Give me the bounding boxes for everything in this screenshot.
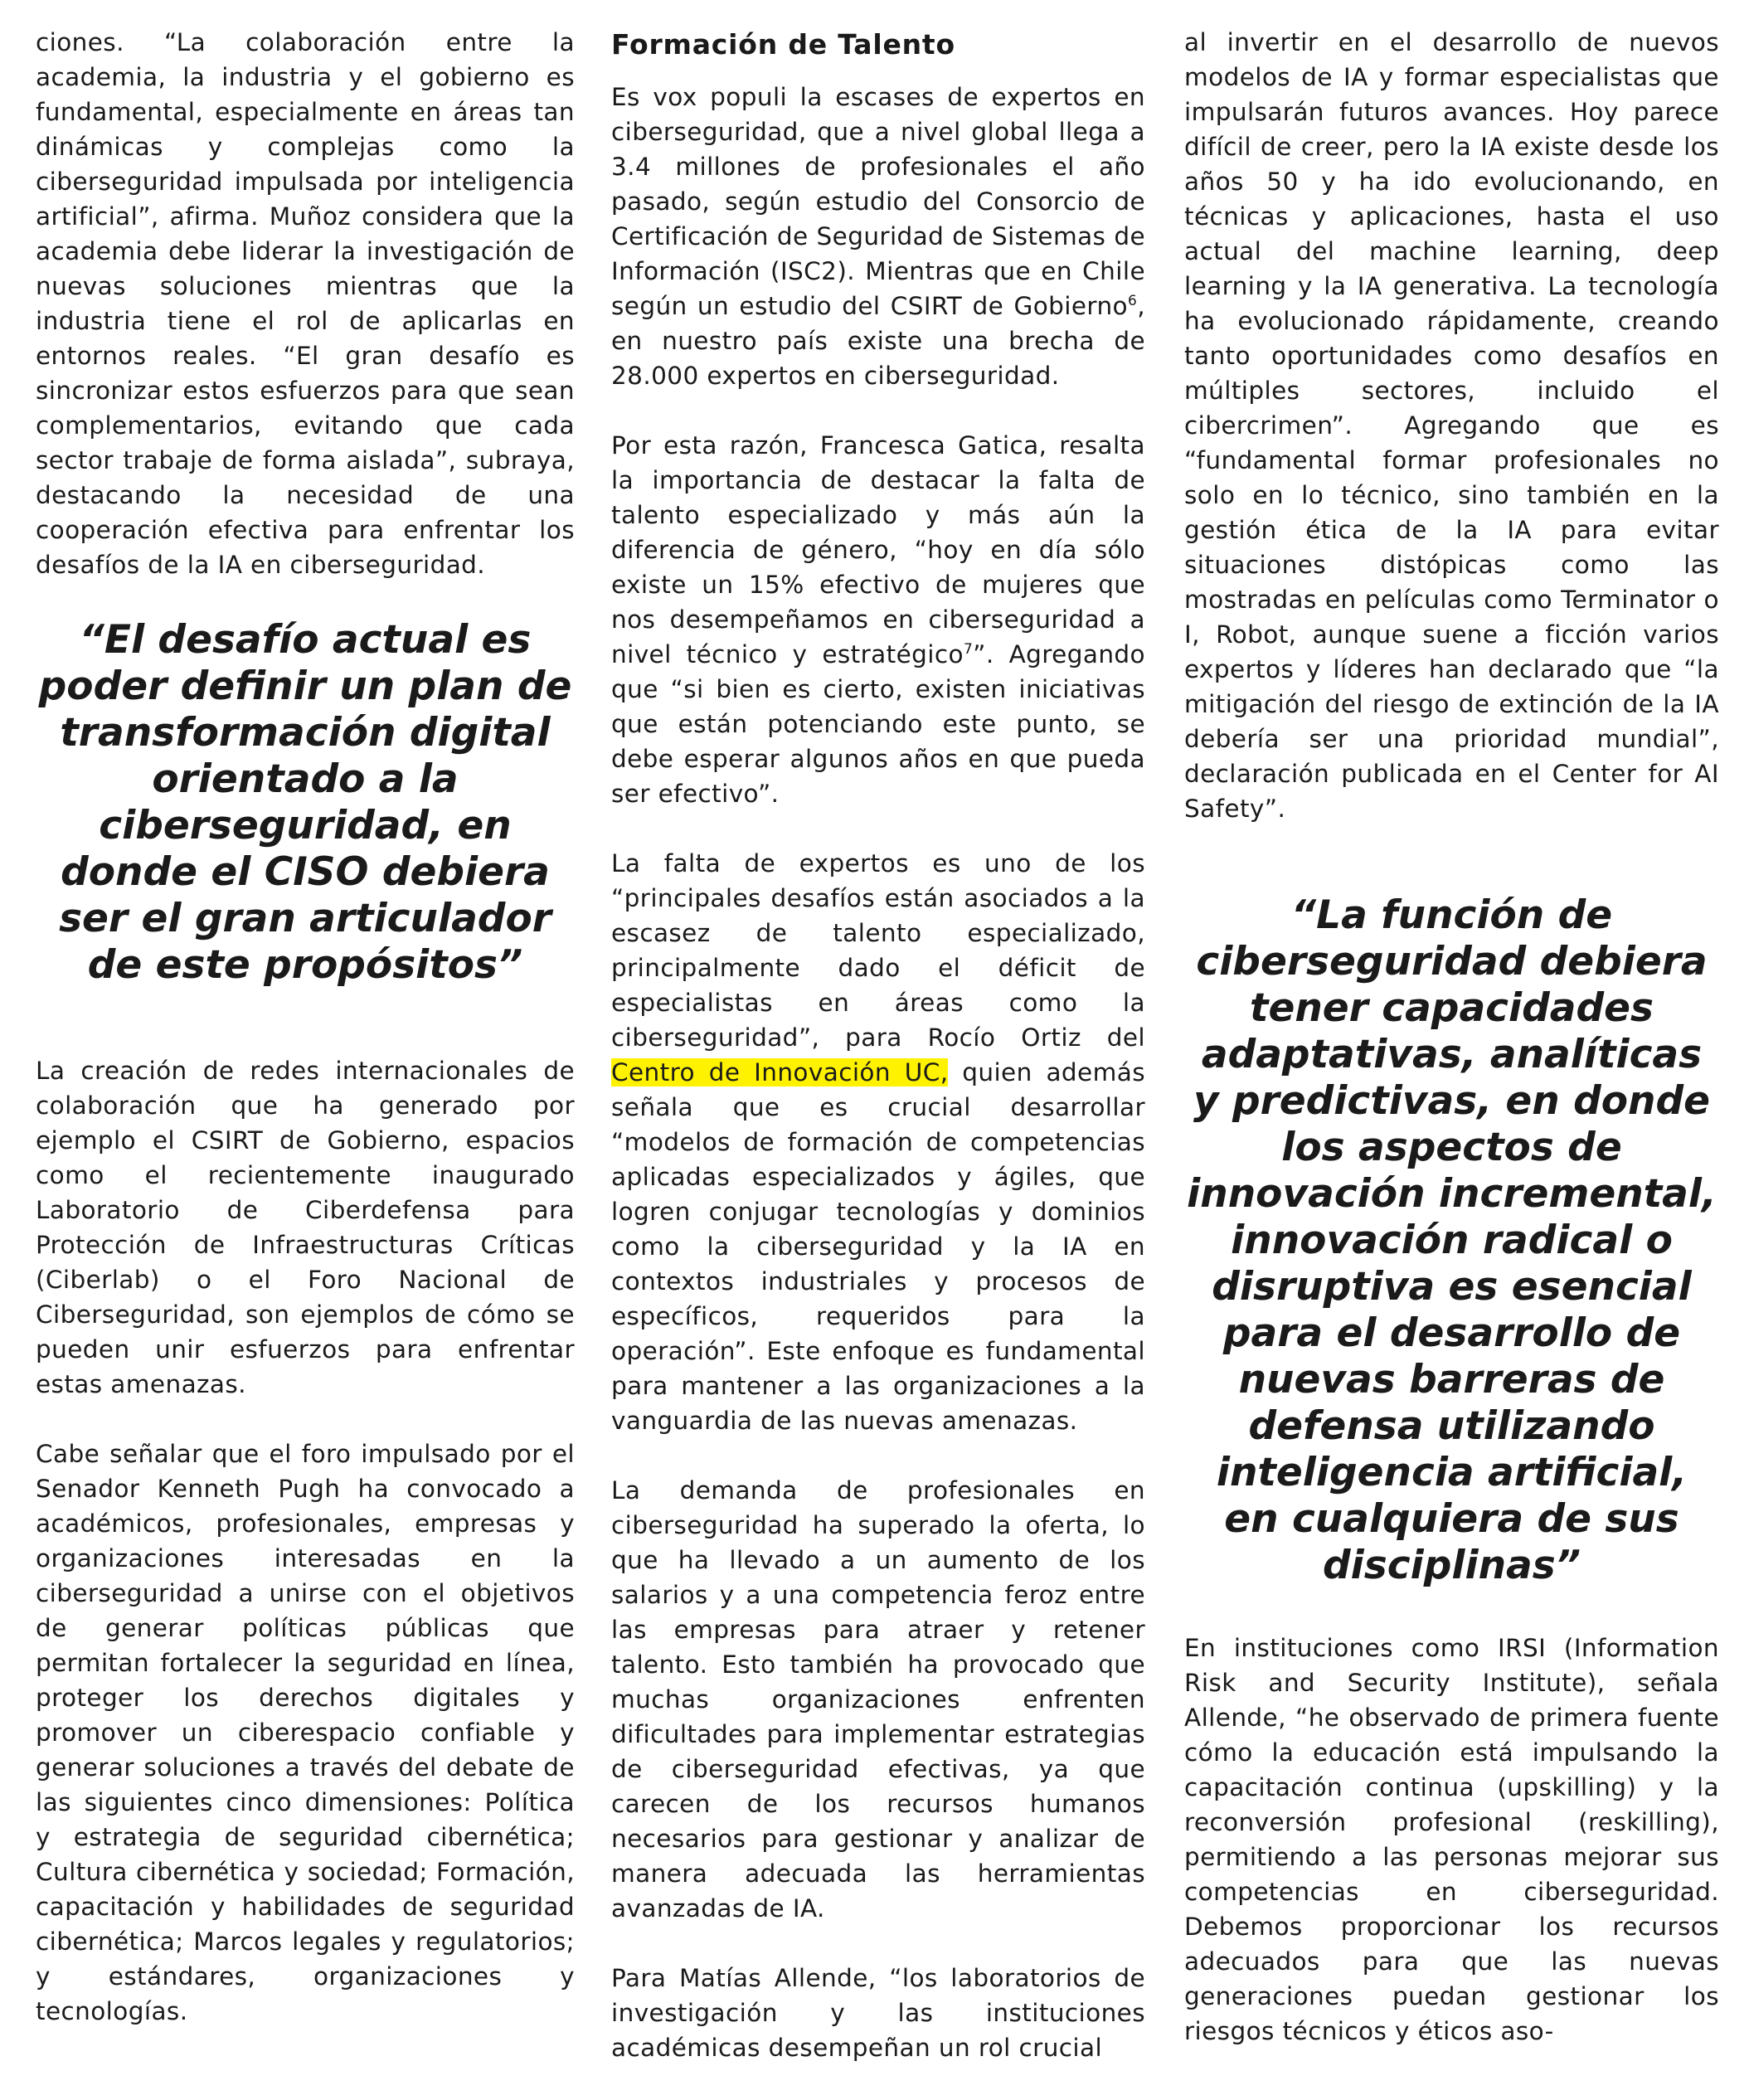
pull-quote: “La función de ciberseguridad debiera tener capacidades adaptativas, analíticas y predictivas, en donde los aspectos de innovación incremental, innovación radical o disruptiva es esencial para el desarrollo de nuevas barreras de defensa utilizando inteligencia artificial, en cualquiera de sus disciplinas” <box>1187 892 1717 1588</box>
body-paragraph: Cabe señalar que el foro impulsado por el Senador Kenneth Pugh ha convocado a académicos, profesionales, empresas y organizaciones interesadas en la ciberseguridad a unirse con el objetivos de generar políticas públicas que permitan fortalecer la seguridad en línea, proteger los derechos digitales y promover un ciberespacio confiable y generar soluciones a través del debate de las siguientes cinco dimensiones: Política y estrategia de seguridad cibernética; Cultura cibernética y sociedad; Formación, capacitación y habilidades de seguridad cibernética; Marcos legales y regulatorios; y estándares, organizaciones y tecnologías. <box>36 1440 575 2025</box>
body-paragraph: ciones. “La colaboración entre la academia, la industria y el gobierno es fundamental, especialmente en áreas tan dinámicas y complejas como la ciberseguridad impulsada por inteligencia artificial”, afirma. Muñoz considera que la academia debe liderar la investigación de nuevas soluciones mientras que la industria tiene el rol de aplicarlas en entornos reales. “El gran desafío es sincronizar estos esfuerzos para que sean complementarios, evitando que cada sector trabaje de forma aislada”, subraya, destacando la necesidad de una cooperación efectiva para enfrentar los desafíos de la IA en ciberseguridad. <box>36 28 575 579</box>
column-right <box>1184 25 1719 2083</box>
paragraph-text: ”. Agregando que “si bien es cierto, existen iniciativas que están potenciando este punto, se debe esperar algunos años en que pueda ser efectivo”. <box>611 640 1145 808</box>
paragraph-text: quien además señala que es crucial desarrollar “modelos de formación de competencias aplicadas especializados y ágiles, que logren conjugar tecnologías y dominios como la ciberseguridad y la IA en contextos industriales y procesos de específicos, requeridos para la operación”. Este enfoque es fundamental para mantener a las organizaciones a la vanguardia de las nuevas amenazas. <box>611 1058 1145 1435</box>
body-paragraph: Para Matías Allende, “los laboratorios de investigación y las instituciones académicas desempeñan un rol crucial <box>611 1964 1145 2062</box>
column-middle <box>611 25 1145 2100</box>
body-paragraph <box>611 428 1145 811</box>
footnote-ref: 7 <box>963 641 974 659</box>
body-paragraph <box>611 846 1145 1438</box>
column-left <box>36 25 575 2064</box>
body-paragraph: En instituciones como IRSI (Information Risk and Security Institute), señala Allende, “he observado de primera fuente cómo la educación está impulsando la capacitación continua (upskilling) y la reconversión profesional (reskilling), permitiendo a las personas mejorar sus competencias en ciberseguridad. Debemos proporcionar los recursos adecuados para que las nuevas generaciones puedan gestionar los riesgos técnicos y éticos aso- <box>1184 1634 1719 2045</box>
body-paragraph: La creación de redes internacionales de colaboración que ha generado por ejemplo el CSIRT de Gobierno, espacios como el recientemente inaugurado Laboratorio de Ciberdefensa para Protección de Infraestructuras Críticas (Ciberlab) o el Foro Nacional de Ciberseguridad, son ejemplos de cómo se pueden unir esfuerzos para enfrentar estas amenazas. <box>36 1057 575 1398</box>
paragraph-text: Es vox populi la escases de expertos en ciberseguridad, que a nivel global llega a 3.4 millones de profesionales el año pasado, según estudio del Consorcio de Certificación de Seguridad de Sistemas de Información (ISC2). Mientras que en Chile según un estudio del CSIRT de Gobierno <box>611 83 1145 320</box>
highlighted-text: Centro de Innovación UC, <box>611 1058 949 1086</box>
paragraph-text: Por esta razón, Francesca Gatica, resalta la importancia de destacar la falta de talento especializado y más aún la diferencia de género, “hoy en día sólo existe un 15% efectivo de mujeres que nos desempeñamos en ciberseguridad a nivel técnico y estratégico <box>611 431 1145 668</box>
body-paragraph: La demanda de profesionales en ciberseguridad ha superado la oferta, lo que ha llevado a un aumento de los salarios y a una competencia feroz entre las empresas para atraer y retener talento. Esto también ha provocado que muchas organizaciones enfrenten dificultades para implementar estrategias de ciberseguridad efectivas, ya que carecen de los recursos humanos necesarios para gestionar y analizar de manera adecuada las herramientas avanzadas de IA. <box>611 1476 1145 1923</box>
paragraph-text: La falta de expertos es uno de los “principales desafíos están asociados a la escasez de talento especializado, principalmente dado el déficit de especialistas en áreas como la ciberseguridad”, para Rocío Ortiz del <box>611 849 1145 1052</box>
pull-quote: “El desafío actual es poder definir un plan de transformación digital orientado a la ciberseguridad, en donde el CISO debiera ser el gran articulador de este propósitos” <box>38 617 572 988</box>
section-heading: Formación de Talento <box>611 28 955 61</box>
paragraph-text: , en nuestro país existe una brecha de 28.000 expertos en ciberseguridad. <box>611 292 1145 390</box>
body-paragraph: al invertir en el desarrollo de nuevos modelos de IA y formar especialistas que impulsarán futuros avances. Hoy parece difícil de creer, pero la IA existe desde los años 50 y ha ido evolucionando, en técnicas y aplicaciones, hasta el uso actual del machine learning, deep learning y la IA generativa. La tecnología ha evolucionado rápidamente, creando tanto oportunidades como desafíos en múltiples sectores, incluido el cibercrimen”. Agregando que es “fundamental formar profesionales no solo en lo técnico, sino también en la gestión ética de la IA para evitar situaciones distópicas como las mostradas en películas como Terminator o I, Robot, aunque suene a ficción varios expertos y líderes han declarado que “la mitigación del riesgo de extinción de la IA debería ser una prioridad mundial”, declaración publicada en el Center for AI Safety”. <box>1184 28 1719 823</box>
body-paragraph <box>611 80 1145 393</box>
footnote-ref: 6 <box>1128 293 1138 310</box>
